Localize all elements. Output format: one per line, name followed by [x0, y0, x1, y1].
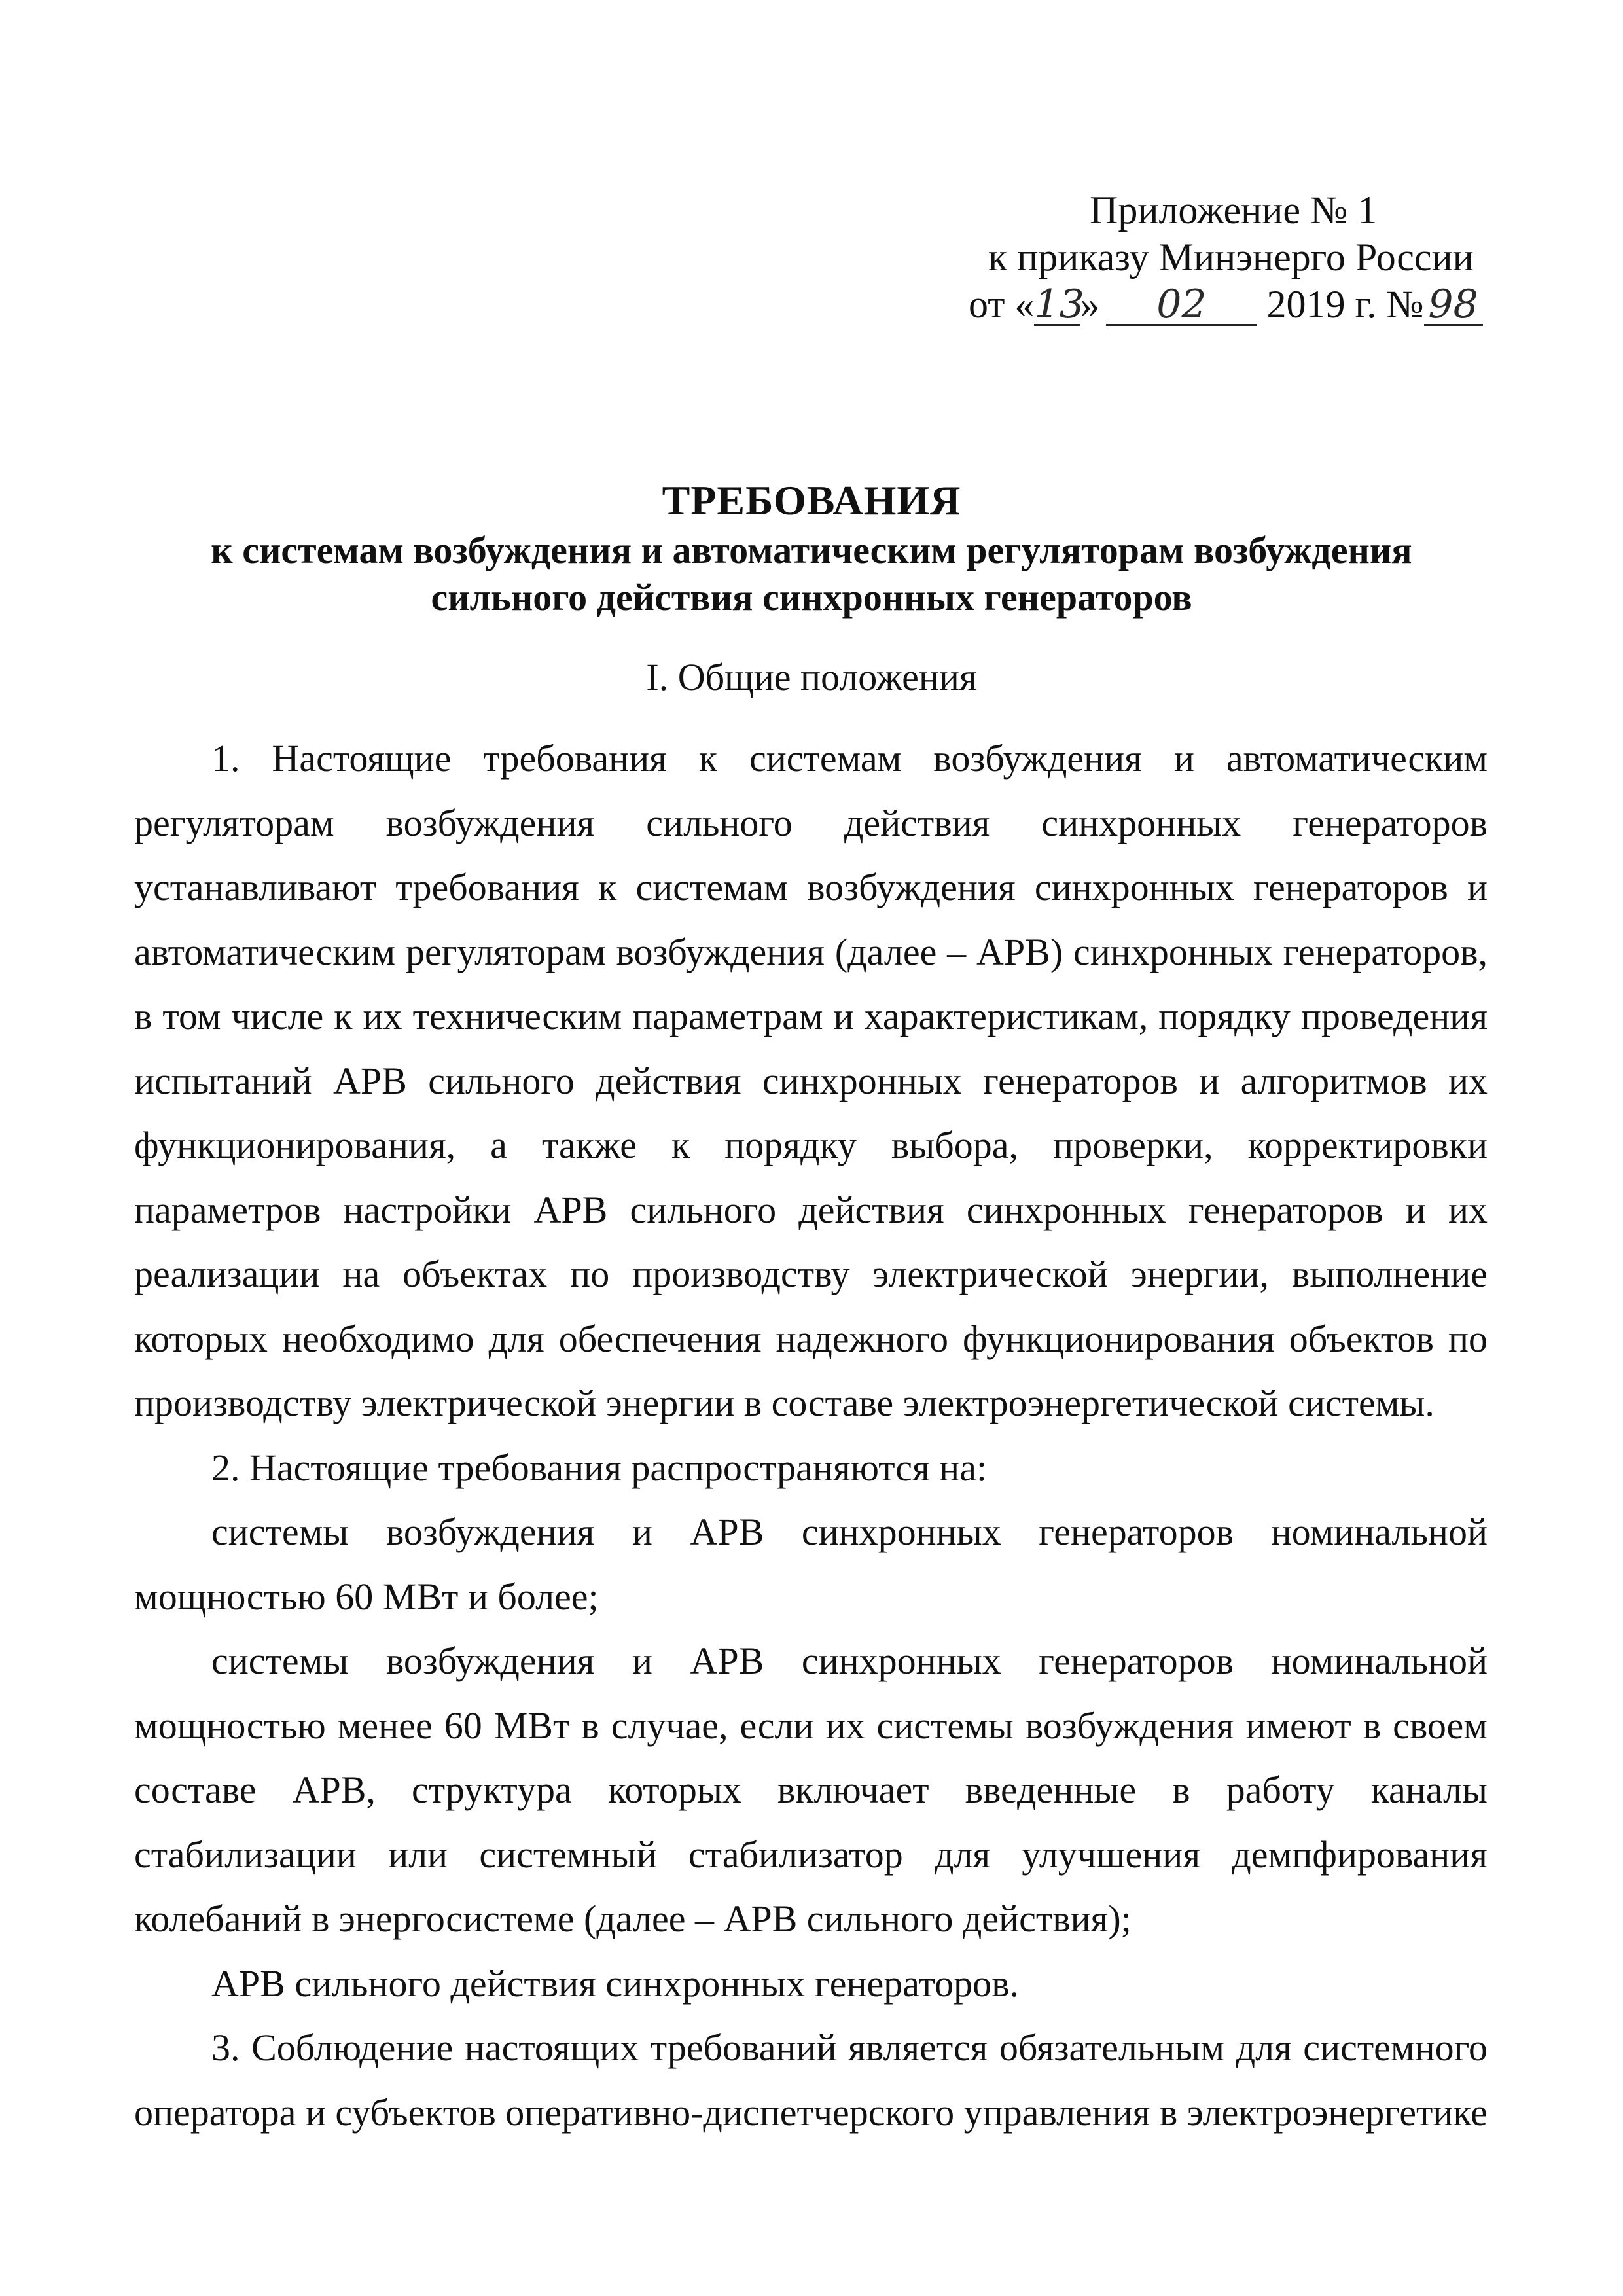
date-quote-close: »: [1080, 283, 1100, 326]
date-prefix: от «: [969, 283, 1035, 326]
section-heading: I. Общие положения: [646, 656, 977, 698]
date-year-number-label: 2019 г. №: [1266, 283, 1424, 326]
title-subtitle-line2: сильного действия синхронных генераторов: [431, 576, 1192, 619]
title-main: ТРЕБОВАНИЯ: [662, 477, 961, 524]
document-body: [134, 726, 1488, 2145]
handwritten-day: 13: [1034, 281, 1084, 327]
document-title: [131, 475, 1492, 621]
annex-date-line: [969, 281, 1492, 328]
paragraph: системы возбуждения и АРВ синхронных генераторов номинальной мощностью 60 МВт и более;: [134, 1511, 1488, 1618]
paragraph: 2. Настоящие требования распространяются на:: [211, 1446, 988, 1489]
paragraph: системы возбуждения и АРВ синхронных генераторов номинальной мощностью менее 60 МВт в случае, если их системы возбуждения имеют в своем составе АРВ, структура которых включает введенные в работу каналы стабилизации или системный стабилизатор для улучшения демпфирования колебаний в энергосистеме (далее – АРВ сильного действия);: [134, 1640, 1488, 1940]
paragraph: 1. Настоящие требования к системам возбуждения и автоматическим регуляторам возбуждения сильного действия синхронных генераторов устанавливают требования к системам возбуждения синхронных генераторов и автоматическим регуляторам возбуждения (далее – АРВ) синхронных генераторов, в том числе к их техническим параметрам и характеристикам, порядку проведения испытаний АРВ сильного действия синхронных генераторов и алгоритмов их функционирования, а также к порядку выбора, проверки, корректировки параметров настройки АРВ сильного действия синхронных генераторов и их реализации на объектах по производству электрической энергии, выполнение которых необходимо для обеспечения надежного функционирования объектов по производству электрической энергии в составе электроэнергетической системы.: [134, 737, 1488, 1424]
handwritten-month: 02: [1106, 285, 1257, 326]
annex-number: Приложение № 1: [1090, 188, 1378, 232]
title-subtitle-line1: к системам возбуждения и автоматическим регуляторам возбуждения: [211, 529, 1412, 571]
handwritten-order-number: 98: [1424, 285, 1483, 326]
annex-header: [969, 187, 1492, 328]
paragraph: 3. Соблюдение настоящих требований является обязательным для системного оператора и субъектов оперативно-диспетчерского управления в электроэнергетике: [134, 2026, 1488, 2134]
paragraph: АРВ сильного действия синхронных генераторов.: [211, 1962, 1020, 2005]
annex-order-reference: к приказу Минэнерго России: [988, 236, 1474, 279]
